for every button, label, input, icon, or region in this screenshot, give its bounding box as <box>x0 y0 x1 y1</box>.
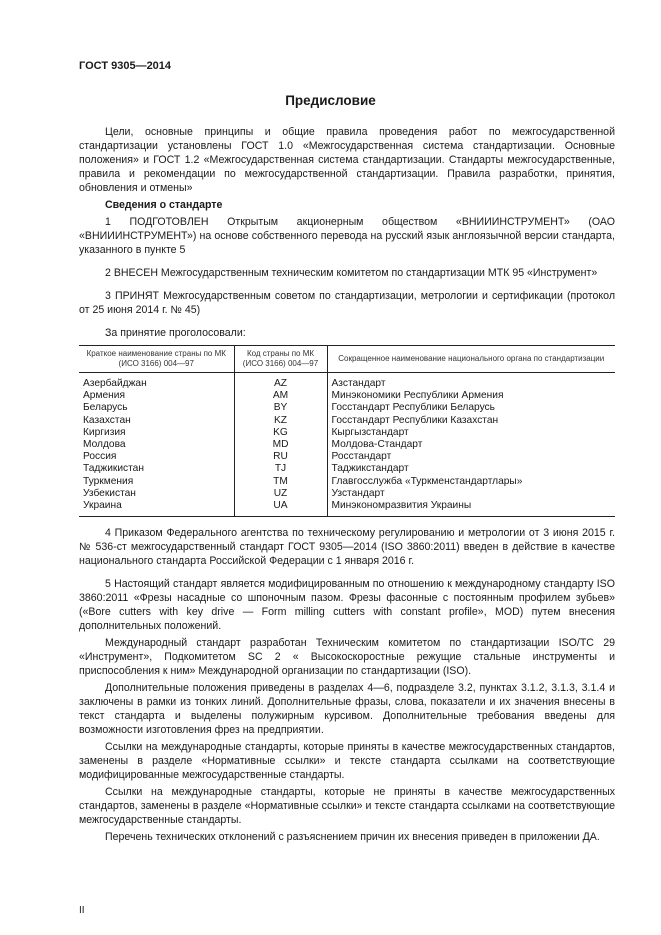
country-code-cell: BY <box>234 402 327 414</box>
country-name-cell: Украина <box>79 500 234 517</box>
standards-body-cell: Госстандарт Республики Беларусь <box>327 402 615 414</box>
table-row <box>79 488 615 500</box>
country-name-cell: Киргизия <box>83 426 126 438</box>
country-name-cell: Туркмения <box>83 475 134 487</box>
item-2-paragraph: 2 ВНЕСЕН Межгосударственным техническим комитетом по стандартизации МТК 95 «Инструмент» <box>105 267 598 279</box>
country-name-cell: Молдова <box>83 439 126 451</box>
country-name-cell: Таджикистан <box>83 463 144 475</box>
country-name-cell: Казахстан <box>83 414 131 426</box>
country-name-cell: Армения <box>83 390 125 402</box>
table-header-row <box>79 346 615 373</box>
column-header-country: Краткое наименование страны по МК (ИСО 3166) 004—97 <box>79 346 234 373</box>
page-number: II <box>79 905 85 916</box>
country-code-cell: AZ <box>234 373 327 391</box>
item-1-paragraph: 1 ПОДГОТОВЛЕН Открытым акционерным обществом «ВНИИИНСТРУМЕНТ» (ОАО «ВНИИИНСТРУМЕНТ») на основе собственного перевода на русский язык англоязычной версии стандарта, указанного в пункте 5 <box>79 216 615 256</box>
country-name-cell: Беларусь <box>83 402 128 414</box>
country-name-cell: Азербайджан <box>83 378 147 389</box>
document-code: ГОСТ 9305—2014 <box>79 60 172 72</box>
country-code-cell: MD <box>234 439 327 451</box>
item-5-paragraph: 5 Настоящий стандарт является модифицированным по отношению к международному стандарту ISO 3860:2011 «Фрезы насадные со шпоночным пазом. Фрезы фасонные с постоянным профилем зубьев» («Bore cutters with key drive — Form milling cutters with constant profile», MOD) путем внесения дополнительных положений. <box>79 578 615 633</box>
country-code-cell: UA <box>234 500 327 517</box>
column-header-body: Сокращенное наименование национального органа по стандартизации <box>327 346 615 373</box>
standards-body-cell: Кыргызстандарт <box>327 427 615 439</box>
country-code-cell: AM <box>234 390 327 402</box>
table-row <box>79 427 615 439</box>
section-title: Предисловие <box>285 93 376 108</box>
table-row <box>79 451 615 463</box>
table-row <box>79 390 615 402</box>
references-not-adopted-paragraph: Ссылки на международные стандарты, которые не приняты в качестве межгосударственных стандартов, заменены в разделе «Нормативные ссылки» и тексте стандарта ссылками на соответствующие межгосударственные стандарты. <box>79 786 615 827</box>
info-heading: Сведения о стандарте <box>105 199 223 211</box>
table-row <box>79 463 615 475</box>
international-standard-paragraph: Международный стандарт разработан Техническим комитетом по стандартизации ISO/TC 29 «Инструмент», Подкомитетом SC 2 « Высокоскоростные режущие стальные инструменты и приспособления к ним» Международной организации по стандартизации (ISO). <box>79 637 615 678</box>
table-row <box>79 415 615 427</box>
standards-body-cell: Минэкономразвития Украины <box>327 500 615 517</box>
country-code-cell: UZ <box>234 488 327 500</box>
item-4-paragraph: 4 Приказом Федерального агентства по техническому регулированию и метрологии от 3 июня 2015 г. № 536-ст межгосударственный стандарт ГОСТ 9305—2014 (ISO 3860:2011) введен в действие в качестве национального стандарта Российской Федерации с 1 января 2016 г. <box>79 527 615 568</box>
vote-intro: За принятие проголосовали: <box>105 327 246 339</box>
standards-body-cell: Таджикстандарт <box>327 463 615 475</box>
country-code-cell: KG <box>234 427 327 439</box>
country-code-cell: TM <box>234 476 327 488</box>
standards-body-cell: Минэкономики Республики Армения <box>327 390 615 402</box>
table-row <box>79 402 615 414</box>
standards-body-cell: Росстандарт <box>327 451 615 463</box>
standards-body-cell: Госстандарт Республики Казахстан <box>327 415 615 427</box>
standards-body-cell: Азстандарт <box>327 373 615 391</box>
intro-paragraph: Цели, основные принципы и общие правила проведения работ по межгосударственной стандартизации установлены ГОСТ 1.0 «Межгосударственная система стандартизации. Основные положения» и ГОСТ 1.2 «Межгосударственная система стандартизации. Стандарты межгосударственные, правила и рекомендации по межгосударственной стандартизации. Правила разработки, принятия, обновления и отмены» <box>79 126 615 194</box>
country-code-cell: TJ <box>234 463 327 475</box>
table-row <box>79 439 615 451</box>
standards-body-cell: Узстандарт <box>327 488 615 500</box>
deviations-paragraph: Перечень технических отклонений с разъяснением причин их внесения приведен в приложении ДА. <box>105 831 600 844</box>
voting-countries-table <box>79 345 615 517</box>
document-body <box>79 125 615 844</box>
column-header-code: Код страны по МК (ИСО 3166) 004—97 <box>234 346 327 373</box>
country-code-cell: RU <box>234 451 327 463</box>
table-row <box>79 476 615 488</box>
table-row <box>79 373 615 391</box>
country-name-cell: Россия <box>83 451 117 463</box>
country-code-cell: KZ <box>234 415 327 427</box>
additional-provisions-paragraph: Дополнительные положения приведены в разделах 4—6, подразделе 3.2, пунктах 3.1.2, 3.1.3, 3.1.4 и заключены в рамки из тонких линий. Дополнительные фразы, слова, показатели и их значения внесены в текст стандарта и выделены полужирным курсивом. Дополнительные требования введены для возможности изготовления фрез на предприятии. <box>79 682 615 737</box>
references-adopted-paragraph: Ссылки на международные стандарты, которые приняты в качестве межгосударственных стандартов, заменены в разделе «Нормативные ссылки» и тексте стандарта ссылками на соответствующие модифицированные межгосударственные стандарты. <box>79 741 615 782</box>
standards-body-cell: Молдова-Стандарт <box>327 439 615 451</box>
item-3-paragraph: 3 ПРИНЯТ Межгосударственным советом по стандартизации, метрологии и сертификации (протокол от 25 июня 2014 г. № 45) <box>79 290 615 316</box>
standards-body-cell: Главгосслужба «Туркменстандартлары» <box>327 476 615 488</box>
country-name-cell: Узбекистан <box>83 487 136 499</box>
table-body <box>79 373 615 517</box>
table-row <box>79 500 615 517</box>
